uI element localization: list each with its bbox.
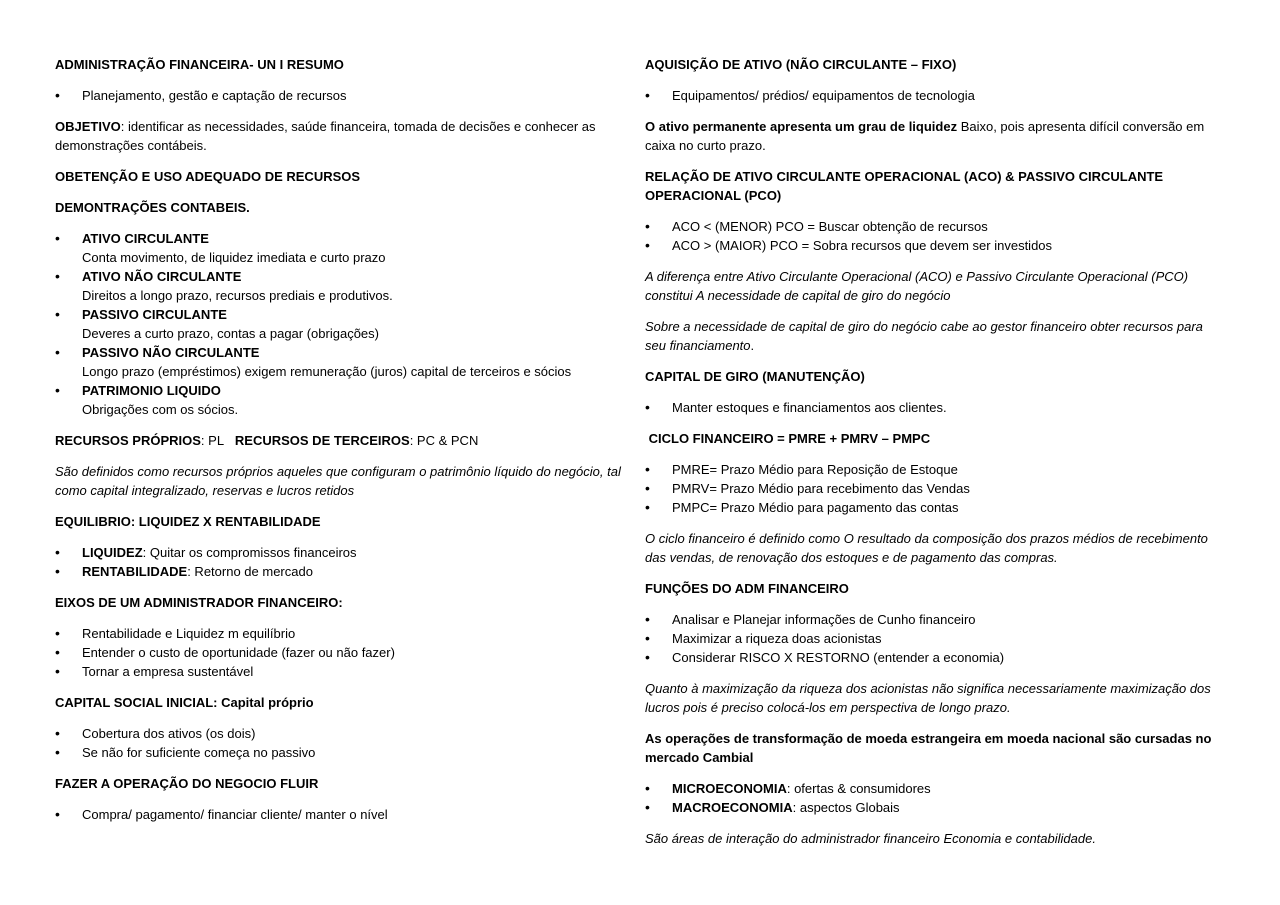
ciclo-list xyxy=(645,460,1217,517)
ativo-permanente-bold: O ativo permanente apresenta um grau de liquidez xyxy=(645,119,958,134)
list-item: • Cobertura dos ativos (os dois) xyxy=(55,724,630,743)
demonstracoes-heading: DEMONTRAÇÕES CONTABEIS. xyxy=(55,200,250,215)
list-item: • Maximizar a riqueza doas acionistas xyxy=(645,629,1217,648)
list-item: • ACO < (MENOR) PCO = Buscar obtenção de recursos xyxy=(645,217,1217,236)
capital-list xyxy=(55,724,630,762)
document-title: ADMINISTRAÇÃO FINANCEIRA- UN I RESUMO xyxy=(55,57,344,72)
capital-giro-list xyxy=(645,398,1217,417)
rentabilidade-text: : Retorno de mercado xyxy=(187,564,313,579)
list-item: • ACO > (MAIOR) PCO = Sobra recursos que devem ser investidos xyxy=(645,236,1217,255)
list-item xyxy=(645,779,1217,798)
list-item: • Manter estoques e financiamentos aos clientes. xyxy=(645,398,1217,417)
account-title: • PATRIMONIO LIQUIDO xyxy=(82,383,221,398)
aquisicao-list xyxy=(645,86,1217,105)
fazer-list xyxy=(55,805,630,824)
funcoes-heading: FUNÇÕES DO ADM FINANCEIRO xyxy=(645,581,849,596)
ativo-permanente-text: Baixo, pois apresenta difícil conversão em caixa no curto prazo. xyxy=(645,119,1205,153)
recursos-proprios-value: : PL xyxy=(200,433,225,448)
objetivo-text: : identificar as necessidades, saúde financeira, tomada de decisões e conhecer as demonstrações contábeis. xyxy=(55,119,596,153)
account-title: • ATIVO CIRCULANTE xyxy=(82,231,209,246)
obtencao-heading: OBETENÇÃO E USO ADEQUADO DE RECURSOS xyxy=(55,169,361,184)
relacao-heading: RELAÇÃO DE ATIVO CIRCULANTE OPERACIONAL (ACO) & PASSIVO CIRCULANTE OPERACIONAL (PCO) xyxy=(645,169,1164,203)
list-item: • Rentabilidade e Liquidez m equilíbrio xyxy=(55,624,630,643)
account-desc: Obrigações com os sócios. xyxy=(82,402,239,417)
necessidade-paragraph xyxy=(645,317,1217,355)
recursos-terceiros-value: : PC & PCN xyxy=(409,433,479,448)
liquidez-text: : Quitar os compromissos financeiros xyxy=(142,545,357,560)
right-column xyxy=(645,55,1217,860)
micro-text: : ofertas & consumidores xyxy=(786,781,931,796)
list-item: • PMPC= Prazo Médio para pagamento das contas xyxy=(645,498,1217,517)
list-item xyxy=(55,543,630,562)
account-desc: Deveres a curto prazo, contas a pagar (obrigações) xyxy=(82,326,379,341)
recursos-terceiros-label: RECURSOS DE TERCEIROS xyxy=(234,433,410,448)
left-column xyxy=(55,55,630,836)
ciclo-note: O ciclo financeiro é definido como O resultado da composição dos prazos médios de recebimento das vendas, de renovação dos estoques e de pagamento das compras. xyxy=(645,531,1208,565)
necessidade-end: . xyxy=(750,338,755,353)
accounts-list xyxy=(55,229,630,419)
macro-text: : aspectos Globais xyxy=(792,800,900,815)
account-desc: Conta movimento, de liquidez imediata e curto prazo xyxy=(82,250,386,265)
capital-social-heading: CAPITAL SOCIAL INICIAL: Capital próprio xyxy=(55,695,314,710)
capital-giro-heading: CAPITAL DE GIRO (MANUTENÇÃO) xyxy=(645,369,865,384)
fazer-heading: FAZER A OPERAÇÃO DO NEGOCIO FLUIR xyxy=(55,776,319,791)
equilibrio-list xyxy=(55,543,630,581)
list-item xyxy=(55,562,630,581)
account-item xyxy=(55,229,630,267)
rentabilidade-label: RENTABILIDADE xyxy=(82,564,188,579)
areas-note: São áreas de interação do administrador financeiro Economia e contabilidade. xyxy=(645,831,1096,846)
recursos-proprios-label: RECURSOS PRÓPRIOS xyxy=(55,433,201,448)
account-title: • PASSIVO NÃO CIRCULANTE xyxy=(82,345,260,360)
eixos-list xyxy=(55,624,630,681)
account-desc: Direitos a longo prazo, recursos prediais e produtivos. xyxy=(82,288,393,303)
list-item: • Compra/ pagamento/ financiar cliente/ manter o nível xyxy=(55,805,630,824)
list-item: • Equipamentos/ prédios/ equipamentos de tecnologia xyxy=(645,86,1217,105)
relacao-list xyxy=(645,217,1217,255)
eixos-heading: EIXOS DE UM ADMINISTRADOR FINANCEIRO: xyxy=(55,595,343,610)
necessidade-note: Sobre a necessidade de capital de giro do negócio cabe ao gestor financeiro obter recursos para seu financiamento xyxy=(645,319,1203,353)
objetivo-paragraph xyxy=(55,117,630,155)
list-item: • PMRE= Prazo Médio para Reposição de Estoque xyxy=(645,460,1217,479)
recursos-paragraph xyxy=(55,431,630,450)
list-item: • Considerar RISCO X RESTORNO (entender a economia) xyxy=(645,648,1217,667)
funcoes-list xyxy=(645,610,1217,667)
equilibrio-heading: EQUILIBRIO: LIQUIDEZ X RENTABILIDADE xyxy=(55,514,321,529)
account-item xyxy=(55,343,630,381)
list-item xyxy=(645,798,1217,817)
list-item: • Planejamento, gestão e captação de recursos xyxy=(55,86,630,105)
bullet-list xyxy=(55,86,630,105)
list-item: • PMRV= Prazo Médio para recebimento das Vendas xyxy=(645,479,1217,498)
diferenca-note: A diferença entre Ativo Circulante Operacional (ACO) e Passivo Circulante Operacional (PCO) constitui A necessidade de capital de giro do negócio xyxy=(645,269,1189,303)
maximizacao-note: Quanto à maximização da riqueza dos acionistas não significa necessariamente maximização dos lucros pois é preciso colocá-los em perspectiva de longo prazo. xyxy=(645,681,1211,715)
list-item: • Se não for suficiente começa no passivo xyxy=(55,743,630,762)
ativo-permanente-paragraph xyxy=(645,117,1217,155)
economia-list xyxy=(645,779,1217,817)
operacoes-paragraph: As operações de transformação de moeda estrangeira em moeda nacional são cursadas no mercado Cambial xyxy=(645,731,1212,765)
aquisicao-heading: AQUISIÇÃO DE ATIVO (NÃO CIRCULANTE – FIXO) xyxy=(645,57,957,72)
objetivo-label: OBJETIVO xyxy=(55,119,121,134)
list-item: • Entender o custo de oportunidade (fazer ou não fazer) xyxy=(55,643,630,662)
list-item: • Analisar e Planejar informações de Cunho financeiro xyxy=(645,610,1217,629)
account-item xyxy=(55,305,630,343)
account-title: • ATIVO NÃO CIRCULANTE xyxy=(82,269,242,284)
account-desc: Longo prazo (empréstimos) exigem remuneração (juros) capital de terceiros e sócios xyxy=(82,364,572,379)
ciclo-heading: CICLO FINANCEIRO = PMRE + PMRV – PMPC xyxy=(645,431,931,446)
liquidez-label: LIQUIDEZ xyxy=(82,545,143,560)
account-title: • PASSIVO CIRCULANTE xyxy=(82,307,227,322)
account-item xyxy=(55,381,630,419)
micro-label: MICROECONOMIA xyxy=(672,781,787,796)
list-item: • Tornar a empresa sustentável xyxy=(55,662,630,681)
account-item xyxy=(55,267,630,305)
macro-label: MACROECONOMIA xyxy=(672,800,793,815)
recursos-note: São definidos como recursos próprios aqueles que configuram o patrimônio líquido do negócio, tal como capital integralizado, reservas e lucros retidos xyxy=(55,464,621,498)
